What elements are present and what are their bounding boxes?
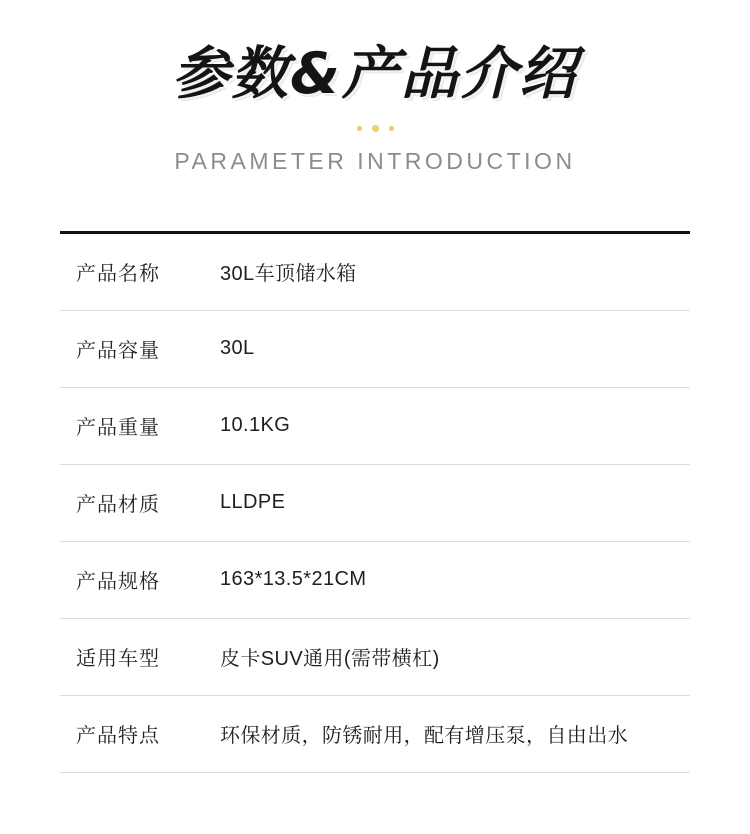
spec-table xyxy=(60,231,690,773)
dot-right-icon xyxy=(389,126,394,131)
page-header xyxy=(0,0,750,175)
page-title-chinese: 参数&产品介绍 xyxy=(172,41,578,107)
dot-center-icon xyxy=(372,125,379,132)
spec-label: 产品重量 xyxy=(76,417,160,440)
spec-label: 产品特点 xyxy=(76,725,160,748)
spec-value: 环保材质，防锈耐用，配有增压泵，自由出水 xyxy=(220,725,628,748)
spec-label: 产品容量 xyxy=(76,340,160,363)
table-row xyxy=(60,311,690,388)
spec-label: 产品材质 xyxy=(76,494,160,517)
table-row xyxy=(60,542,690,619)
page-subtitle-english: PARAMETER INTRODUCTION xyxy=(174,147,576,174)
spec-value: 163*13.5*21CM xyxy=(220,568,367,591)
table-row xyxy=(60,465,690,542)
spec-label: 产品规格 xyxy=(76,571,160,594)
table-row xyxy=(60,619,690,696)
spec-label: 产品名称 xyxy=(76,263,160,286)
spec-value: 30L xyxy=(220,337,255,360)
spec-value: 10.1KG xyxy=(220,414,291,437)
spec-value: 皮卡SUV通用(需带横杠) xyxy=(220,648,440,671)
dot-left-icon xyxy=(357,126,362,131)
spec-value: LLDPE xyxy=(220,491,286,514)
spec-value: 30L车顶储水箱 xyxy=(220,263,357,286)
decorative-dots xyxy=(0,124,750,134)
table-row xyxy=(60,234,690,311)
table-row xyxy=(60,388,690,465)
table-row xyxy=(60,696,690,773)
spec-label: 适用车型 xyxy=(76,648,160,671)
